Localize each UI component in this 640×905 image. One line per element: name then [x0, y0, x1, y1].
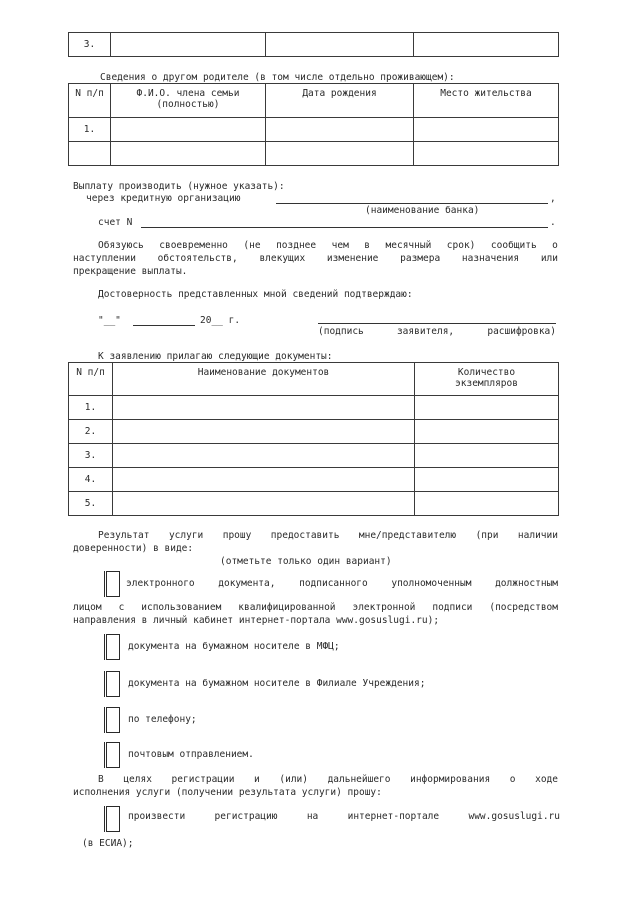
- col-header-doc-name: Наименование документов: [113, 363, 415, 396]
- date-year: 20__ г.: [200, 315, 241, 326]
- col-header-num: N п/п: [69, 84, 111, 118]
- word: подписанного: [299, 578, 368, 589]
- birth-date-cell[interactable]: [266, 33, 414, 57]
- table-row-number: 4.: [69, 468, 113, 492]
- obligation-line2: [73, 253, 558, 264]
- word: информирования: [410, 774, 491, 785]
- account-label: счет N: [98, 217, 133, 228]
- doc-name-cell[interactable]: [113, 420, 415, 444]
- word: документа,: [218, 578, 276, 589]
- option-electronic-line3: направления в личный кабинет интернет-портала www.gosuslugi.ru);: [73, 615, 440, 626]
- result-note: (отметьте только один вариант): [220, 556, 392, 567]
- word: В: [98, 774, 104, 785]
- residence-cell[interactable]: [414, 118, 559, 142]
- word: предоставить: [270, 530, 340, 541]
- word: срок): [446, 240, 476, 251]
- option-electronic-line1: [126, 578, 558, 589]
- period: .: [550, 217, 556, 228]
- word: заявителя,: [396, 326, 455, 337]
- word: лицом: [73, 602, 102, 613]
- word: своевременно: [159, 240, 228, 251]
- obligation-line1: [98, 240, 558, 251]
- registration-line1: [98, 774, 558, 785]
- option-branch-label: документа на бумажном носителе в Филиале Учреждения;: [128, 678, 426, 689]
- word: электронной: [352, 602, 416, 613]
- documents-heading: К заявлению прилагаю следующие документы:: [98, 351, 333, 362]
- bank-name-field[interactable]: [276, 203, 548, 204]
- option-phone-label: по телефону;: [128, 714, 197, 725]
- word: квалифицированной: [238, 602, 336, 613]
- word: с: [118, 602, 125, 613]
- word: (не: [243, 240, 261, 251]
- word: о: [509, 774, 516, 785]
- table-row-number: 3.: [69, 444, 113, 468]
- word: Результат: [98, 530, 150, 541]
- word: произвести: [128, 811, 186, 822]
- other-parent-heading: Сведения о другом родителе (в том числе отдельно проживающем):: [100, 72, 455, 83]
- word: (при: [475, 530, 499, 541]
- word: должностным: [495, 578, 558, 589]
- word: дальнейшего: [327, 774, 391, 785]
- word: (посредством: [489, 602, 558, 613]
- word: наличии: [517, 530, 558, 541]
- word: Обязуюсь: [98, 240, 144, 251]
- table-row-number: 2.: [69, 420, 113, 444]
- word: или: [540, 253, 558, 264]
- word: уполномоченным: [391, 578, 472, 589]
- signature-caption: [318, 326, 556, 337]
- word: электронного: [126, 578, 195, 589]
- col-header-num: N п/п: [69, 363, 113, 396]
- payment-heading: Выплату производить (нужное указать):: [73, 181, 285, 192]
- word: обстоятельств,: [157, 253, 238, 264]
- other-parent-table: [68, 83, 559, 166]
- word: влекущих: [259, 253, 306, 264]
- documents-table: [68, 362, 559, 516]
- word: регистрации: [171, 774, 235, 785]
- word: (подпись: [318, 326, 364, 337]
- col-header-fio-line2: (полностью): [156, 99, 220, 110]
- children-table-fragment: [68, 32, 559, 57]
- birth-date-cell[interactable]: [266, 118, 414, 142]
- date-day: "__": [98, 315, 121, 326]
- word: услуги: [168, 530, 204, 541]
- option-post-label: почтовым отправлением.: [128, 749, 254, 760]
- option-electronic-line2: [73, 602, 558, 613]
- word: использованием: [141, 602, 222, 613]
- table-row-number: [69, 142, 111, 166]
- doc-name-cell[interactable]: [113, 492, 415, 516]
- fio-cell[interactable]: [111, 118, 266, 142]
- word: и: [254, 774, 260, 785]
- word: целях: [123, 774, 152, 785]
- word: размера: [400, 253, 441, 264]
- account-number-field[interactable]: [141, 227, 548, 228]
- residence-cell[interactable]: [414, 142, 559, 166]
- word: www.gosuslugi.ru: [468, 811, 560, 822]
- date-month-field[interactable]: [133, 325, 195, 326]
- result-line2: доверенности) в виде:: [73, 543, 194, 554]
- col-header-count-line2: экземпляров: [455, 378, 518, 389]
- doc-count-cell[interactable]: [415, 492, 559, 516]
- table-row-number: 3.: [69, 33, 111, 57]
- comma: ,: [550, 193, 556, 204]
- word: изменение: [326, 253, 379, 264]
- confirm-text: Достоверность представленных мной сведений подтверждаю:: [98, 289, 413, 300]
- word: в: [364, 240, 371, 251]
- col-header-residence: Место жительства: [414, 84, 559, 118]
- option-post-checkbox[interactable]: [106, 742, 120, 768]
- option-mfc-label: документа на бумажном носителе в МФЦ;: [128, 641, 340, 652]
- table-row-number: 5.: [69, 492, 113, 516]
- option-mfc-checkbox[interactable]: [106, 634, 120, 660]
- doc-count-cell[interactable]: [415, 420, 559, 444]
- birth-date-cell[interactable]: [266, 142, 414, 166]
- col-header-count-line1: Количество: [457, 367, 516, 378]
- word: о: [552, 240, 558, 251]
- fio-cell[interactable]: [111, 33, 266, 57]
- word: регистрацию: [214, 811, 278, 822]
- option-electronic-checkbox[interactable]: [106, 571, 120, 597]
- obligation-line3: прекращение выплаты.: [73, 266, 188, 277]
- result-line1: [98, 530, 558, 541]
- word: месячный: [385, 240, 432, 251]
- doc-count-cell[interactable]: [415, 468, 559, 492]
- word: мне/представителю: [358, 530, 457, 541]
- col-header-birth: Дата рождения: [266, 84, 414, 118]
- word: назначения: [461, 253, 520, 264]
- word: наступлении: [73, 253, 136, 264]
- credit-org-label: через кредитную организацию: [86, 193, 241, 204]
- word: подписи: [432, 602, 473, 613]
- option-esia-line1: [128, 811, 560, 822]
- word: (или): [279, 774, 308, 785]
- word: расшифровка): [487, 326, 556, 337]
- col-header-count: [415, 363, 559, 396]
- registration-line2: исполнения услуги (получении результата услуги) прошу:: [73, 787, 382, 798]
- word: на: [306, 811, 319, 822]
- col-header-fio: [111, 84, 266, 118]
- table-row-number: 1.: [69, 118, 111, 142]
- signature-field[interactable]: [318, 323, 556, 324]
- word: позднее: [276, 240, 317, 251]
- doc-count-cell[interactable]: [415, 444, 559, 468]
- word: ходе: [535, 774, 558, 785]
- option-branch-checkbox[interactable]: [106, 671, 120, 697]
- table-row-number: 1.: [69, 396, 113, 420]
- doc-name-cell[interactable]: [113, 468, 415, 492]
- fio-cell[interactable]: [111, 142, 266, 166]
- doc-count-cell[interactable]: [415, 396, 559, 420]
- word: чем: [331, 240, 349, 251]
- doc-name-cell[interactable]: [113, 396, 415, 420]
- residence-cell[interactable]: [414, 33, 559, 57]
- col-header-fio-line1: Ф.И.О. члена семьи: [136, 88, 240, 99]
- word: прошу: [222, 530, 252, 541]
- doc-name-cell[interactable]: [113, 444, 415, 468]
- word: интернет-портале: [347, 811, 440, 822]
- bank-name-caption: (наименование банка): [365, 205, 480, 216]
- option-esia-line2: (в ЕСИА);: [82, 838, 134, 849]
- option-phone-checkbox[interactable]: [106, 707, 120, 733]
- word: сообщить: [490, 240, 537, 251]
- option-esia-checkbox[interactable]: [106, 806, 120, 832]
